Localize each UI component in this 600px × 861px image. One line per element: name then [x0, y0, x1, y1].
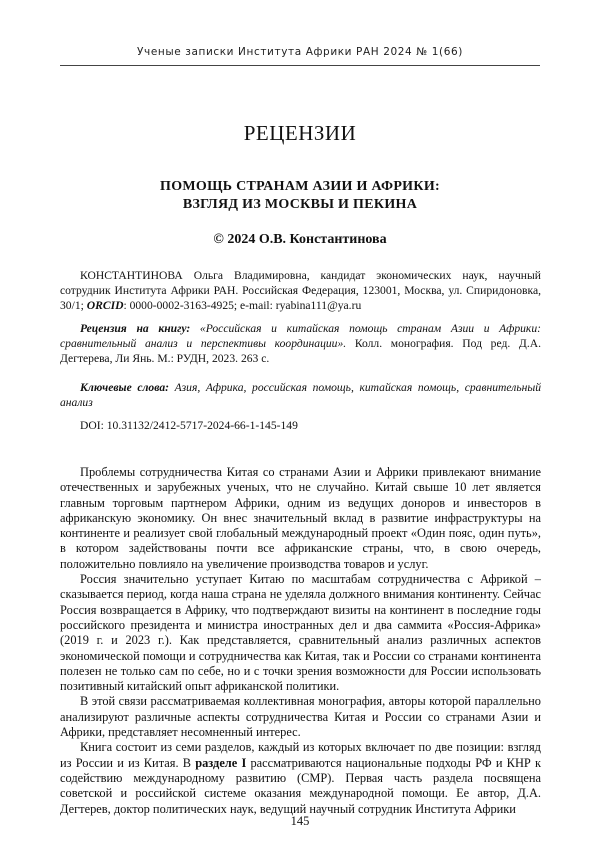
body-paragraph-2: Россия значительно уступает Китаю по масштабам сотрудничества с Африкой – сказывается период, когда наша страна не уделяла должного внимания континенту. Сейчас Россия возвращается в Африку, что подтверждают визиты на континент в последние годы российского президента и министра иностранных дел и два саммита «Россия-Африка» (2019 г. и 2023 г.). Как представляется, сравнительный анализ различных аспектов экономической помощи и сотрудничества как Китая, так и России со странами континента полезен не только сам по себе, но и с точки зрения возможности для России использовать позитивный китайский опыт африканской политики. [60, 572, 541, 694]
orcid-rest: : 0000-0002-3163-4925; e-mail: ryabina111@ya.ru [123, 299, 362, 313]
section-title: РЕЦЕНЗИИ [243, 121, 357, 145]
article-title [60, 178, 540, 214]
keywords-text: Азия, Африка, российская помощь, китайская помощь, сравнительный анализ [60, 381, 541, 410]
article-title-line-2: ВЗГЛЯД ИЗ МОСКВЫ И ПЕКИНА [182, 197, 418, 212]
section-ref-bold: разделе I [195, 755, 247, 770]
keywords-label: Ключевые слова: [80, 381, 169, 394]
body-paragraph-4-end: рассматриваются национальные подходы РФ и КНР к содействию международному развитию (СМР). Первая часть раздела посвящена советской и российской системе оказания международной помощи. Ее автор, Д.А. Дегтерев, доктор политических наук, ведущий научный сотрудник Института Африки [60, 755, 541, 816]
orcid-label: ORCID [86, 299, 124, 313]
review-details: Колл. монография. Под ред. Д.А. Дегтерева, Ли Янь. М.: РУДН, 2023. 263 с. [60, 337, 541, 366]
copyright-author: © 2024 О.В. Константинова [213, 232, 387, 247]
review-of [60, 321, 541, 367]
keywords [60, 380, 541, 410]
running-head: Ученые записки Института Африки РАН 2024 № 1(66) [137, 46, 463, 58]
author-info [60, 268, 541, 314]
review-book-title: «Российская и китайская помощь странам Азии и Африки: сравнительный анализ и перспективы координации». [60, 322, 541, 351]
header-rule [60, 65, 540, 66]
article-title-line-1: ПОМОЩЬ СТРАНАМ АЗИИ И АФРИКИ: [160, 179, 440, 194]
body-paragraph-4 [60, 740, 541, 816]
body-paragraph-1: Проблемы сотрудничества Китая со странами Азии и Африки привлекают внимание отечественных и зарубежных ученых, что не случайно. Китай свыше 10 лет является главным торговым партнером Африки, одним из ведущих доноров и инвесторов в африканскую экономику. Он внес значительный вклад в развитие инфраструктуры на континенте и реализует свой глобальный международный проект «Один пояс, один путь», в котором задействованы почти все африканские страны, что, в свою очередь, положительно повлияло на увеличение производства товаров и услуг. [60, 465, 541, 571]
body-text [60, 465, 541, 817]
body-paragraph-4-start: Книга состоит из семи разделов, каждый из которых включает по две позиции: взгляд из России и из Китая. В [60, 740, 541, 770]
body-paragraph-3: В этой связи рассматриваемая коллективная монография, авторы которой параллельно анализируют различные аспекты сотрудничества Китая и России со странами Азии и Африки, представляет несомненный интерес. [60, 694, 541, 740]
review-label: Рецензия на книгу: [80, 322, 191, 335]
page-number: 145 [290, 814, 310, 828]
author-info-text: КОНСТАНТИНОВА Ольга Владимировна, кандидат экономических наук, научный сотрудник Института Африки РАН. Российская Федерация, 123001, Москва, ул. Спиридоновка, 30/1; [60, 269, 541, 313]
doi: DOI: 10.31132/2412-5717-2024-66-1-145-149 [80, 419, 298, 432]
